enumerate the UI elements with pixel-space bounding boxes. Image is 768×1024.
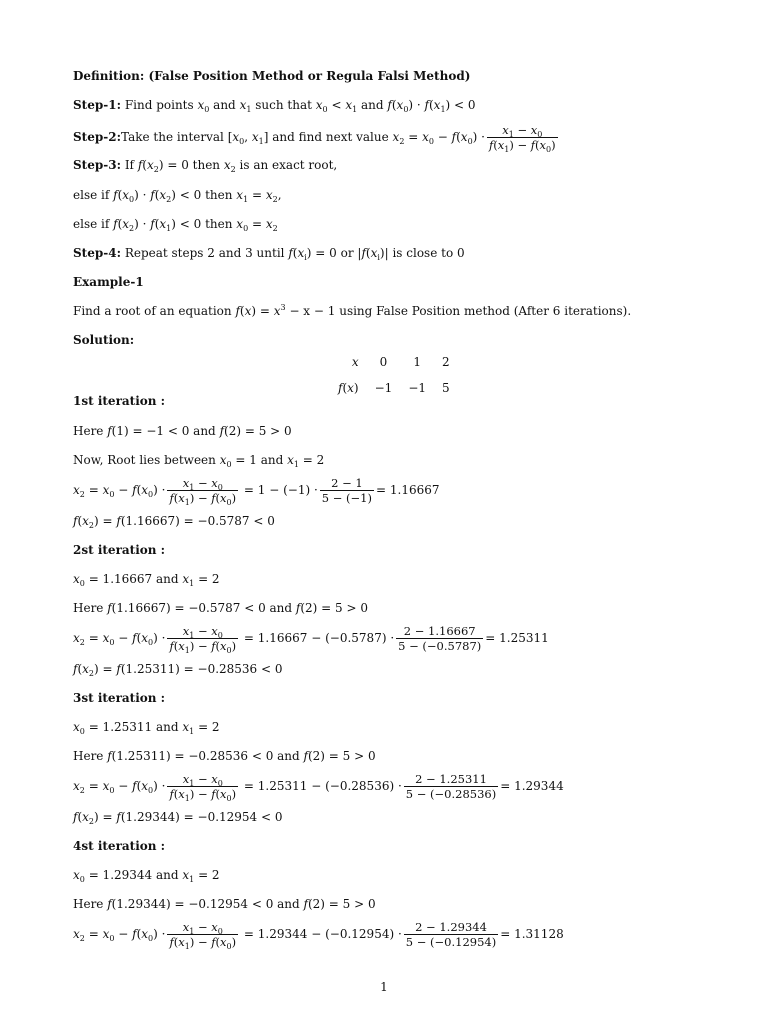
step3-else2: else if $f(x_2) \cdot f(x_1) < 0$ then $x_0 = x_2$ [73, 217, 278, 233]
step1: Step-1: Find points $x_0$ and $x_1$ such that $x_0 < x_1$ and $f(x_0) \cdot f(x_1) < 0$ [73, 98, 476, 114]
solution-label: Solution: [73, 333, 135, 347]
iteration-2-title: 2st iteration : [73, 543, 166, 557]
page-number: 1 [380, 980, 388, 994]
iteration-4-formula: $x_2 = x_0 - f(x_0)$ · $\frac{x_1 - x_0}{f(x_1) - f(x_0)}$ = 1.29344 − (−0.12954) · $\frac{2 - 1.29344}{5 - (-0.12954)}$ = 1.31128 [73, 920, 564, 951]
iteration-3-here: Here f(1.25311) = −0.28536 < 0 and f(2) = 5 > 0 [73, 749, 376, 763]
iteration-1-formula: $x_2 = x_0 - f(x_0)$ · $\frac{x_1 - x_0}{f(x_1) - f(x_0)}$ = 1 − (−1) · $\frac{2 - 1}{5 - (-1)}$ = 1.16667 [73, 476, 440, 507]
iteration-2-fx2: $f(x_2) = f(1.25311) = -0.28536 < 0$ [73, 662, 283, 678]
step2: Step-2: Take the interval [$x_0$, $x_1$] and find next value $x_2 = x_0 - f(x_0)$ · $\frac{x_1 - x_0}{f(x_1) - f(x_0)}$ [73, 123, 556, 154]
value-table [330, 343, 458, 407]
example-title: Example-1 [73, 275, 144, 289]
iteration-3-title: 3st iteration : [73, 691, 166, 705]
iteration-3-setup: $x_0 = 1.25311$ and $x_1 = 2$ [73, 720, 220, 736]
example-text: Find a root of an equation $f(x) = x^3 - x - 1$ using False Position method (After 6 iterations). [73, 303, 632, 318]
step4: Step-4: Repeat steps 2 and 3 until $f(x_i) = 0$ or $|f(x_i)|$ is close to 0 [73, 246, 465, 262]
iteration-2-here: Here f(1.16667) = −0.5787 < 0 and f(2) = 5 > 0 [73, 601, 368, 615]
table-header-x: x [351, 355, 359, 369]
iteration-2-formula: $x_2 = x_0 - f(x_0)$ · $\frac{x_1 - x_0}{f(x_1) - f(x_0)}$ = 1.16667 − (−0.5787) · $\frac{2 - 1.16667}{5 - (-0.5787)}$ = 1.25311 [73, 624, 549, 655]
table-header-fx: f(x) [338, 381, 359, 395]
table-cell: −1 [408, 381, 427, 395]
table-row-x [330, 355, 458, 369]
table-cell: 0 [379, 355, 388, 369]
table-cell: 1 [413, 355, 421, 369]
iteration-3-fx2: $f(x_2) = f(1.29344) = -0.12954 < 0$ [73, 810, 283, 826]
iteration-1-title: 1st iteration : [73, 394, 166, 408]
definition-title: Definition: (False Position Method or Regula Falsi Method) [73, 69, 471, 83]
iteration-1-here: Here f(1) = −1 < 0 and f(2) = 5 > 0 [73, 424, 292, 438]
table-cell: 2 [442, 355, 450, 369]
iteration-1-now: Now, Root lies between $x_0 = 1$ and $x_1 = 2$ [73, 453, 325, 469]
step3: Step-3: If $f(x_2) = 0$ then $x_2$ is an exact root, [73, 158, 338, 174]
table-row-fx [330, 381, 458, 395]
iteration-4-setup: $x_0 = 1.29344$ and $x_1 = 2$ [73, 868, 220, 884]
table-cell: 5 [442, 381, 450, 395]
iteration-2-setup: $x_0 = 1.16667$ and $x_1 = 2$ [73, 572, 220, 588]
table-cell: −1 [374, 381, 393, 395]
iteration-1-fx2: $f(x_2) = f(1.16667) = -0.5787 < 0$ [73, 514, 275, 530]
iteration-4-here: Here f(1.29344) = −0.12954 < 0 and f(2) = 5 > 0 [73, 897, 376, 911]
iteration-4-title: 4st iteration : [73, 839, 166, 853]
iteration-3-formula: $x_2 = x_0 - f(x_0)$ · $\frac{x_1 - x_0}{f(x_1) - f(x_0)}$ = 1.25311 − (−0.28536) · $\frac{2 - 1.25311}{5 - (-0.28536)}$ = 1.29344 [73, 772, 564, 803]
step3-else1: else if $f(x_0) \cdot f(x_2) < 0$ then $x_1 = x_2$, [73, 188, 282, 204]
